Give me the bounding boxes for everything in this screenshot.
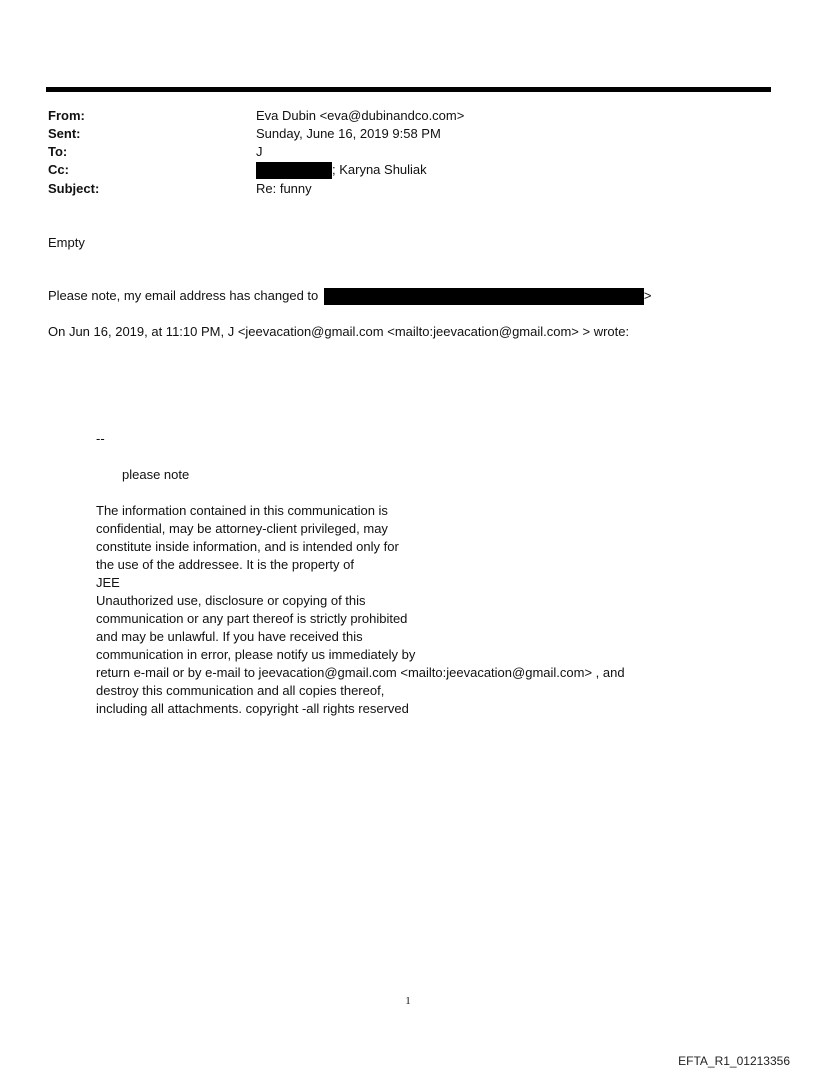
header-divider (46, 87, 771, 92)
signature-dashes: -- (96, 431, 105, 446)
bates-id: EFTA_R1_01213356 (678, 1054, 790, 1068)
cc-value: ; Karyna Shuliak (332, 162, 427, 177)
disclaimer-line: The information contained in this communication is (96, 503, 388, 518)
cc-row (256, 161, 427, 179)
please-note: please note (122, 467, 190, 482)
disclaimer-line: including all attachments. copyright -all rights reserved (96, 701, 409, 716)
disclaimer-line: Unauthorized use, disclosure or copying of this (96, 593, 366, 608)
from-label: From: (48, 108, 85, 123)
sent-label: Sent: (48, 126, 81, 141)
disclaimer-line: return e-mail or by e-mail to jeevacation@gmail.com <mailto:jeevacation@gmail.com> , and (96, 665, 625, 680)
disclaimer-line: and may be unlawful. If you have received this (96, 629, 363, 644)
disclaimer-line: destroy this communication and all copies thereof, (96, 683, 385, 698)
empty-line: Empty (48, 235, 85, 250)
address-notice: Please note, my email address has changed to (48, 288, 319, 303)
disclaimer-line: communication in error, please notify us immediately by (96, 647, 416, 662)
disclaimer-block (96, 502, 625, 718)
quote-intro: On Jun 16, 2019, at 11:10 PM, J <jeevacation@gmail.com <mailto:jeevacation@gmail.com> > wrote: (48, 324, 630, 339)
redaction-block (324, 288, 644, 305)
disclaimer-line: JEE (96, 575, 120, 590)
page-number: 1 (405, 995, 411, 1007)
disclaimer-line: confidential, may be attorney-client privileged, may (96, 521, 388, 536)
disclaimer-line: constitute inside information, and is intended only for (96, 539, 399, 554)
subject-value: Re: funny (256, 181, 312, 196)
disclaimer-line: communication or any part thereof is strictly prohibited (96, 611, 408, 626)
address-notice-row (48, 287, 652, 305)
to-value: J (256, 144, 263, 159)
subject-label: Subject: (48, 181, 100, 196)
to-label: To: (48, 144, 68, 159)
address-notice-end: > (643, 288, 652, 303)
disclaimer-line: the use of the addressee. It is the property of (96, 557, 354, 572)
from-value: Eva Dubin <eva@dubinandco.com> (256, 108, 465, 123)
cc-label: Cc: (48, 162, 69, 177)
redaction-block (256, 162, 332, 179)
sent-value: Sunday, June 16, 2019 9:58 PM (256, 126, 441, 141)
